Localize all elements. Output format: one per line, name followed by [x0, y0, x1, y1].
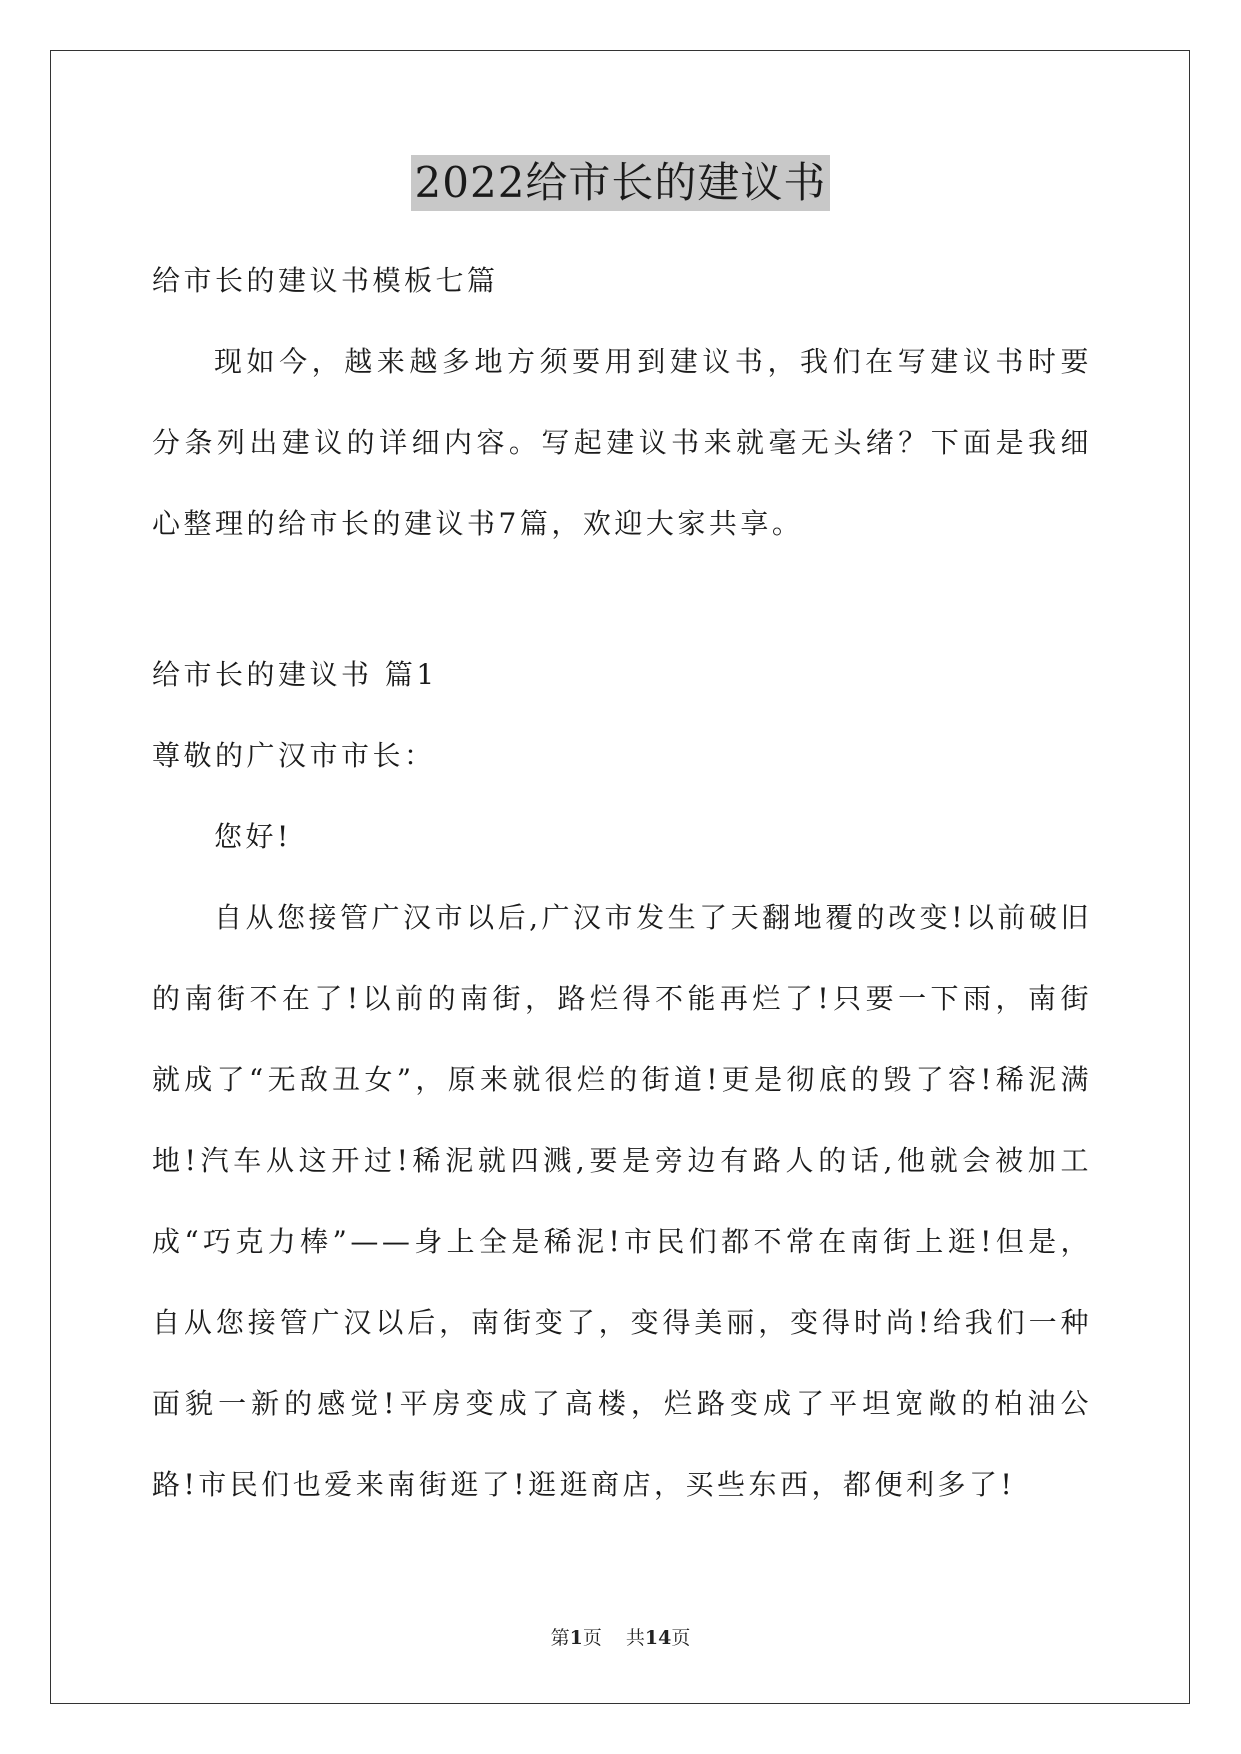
document-title — [0, 155, 1241, 211]
page-total-prefix: 共 — [625, 1627, 645, 1649]
page-total-suffix: 页 — [671, 1627, 691, 1649]
letter-body-paragraph: 自从您接管广汉市以后,广汉市发生了天翻地覆的改变!以前破旧的南街不在了!以前的南街，路烂得不能再烂了!只要一下雨，南街就成了“无敌丑女”，原来就很烂的街道!更是彻底的毁了容!稀泥满地!汽车从这开过!稀泥就四溅,要是旁边有路人的话,他就会被加工成“巧克力棒”——身上全是稀泥!市民们都不常在南街上逛!但是，自从您接管广汉以后，南街变了，变得美丽，变得时尚!给我们一种面貌一新的感觉!平房变成了高楼，烂路变成了平坦宽敞的柏油公路!市民们也爱来南街逛了!逛逛商店，买些东西，都便利多了! — [152, 901, 1092, 1501]
intro-paragraph: 现如今，越来越多地方须要用到建议书，我们在写建议书时要分条列出建议的详细内容。写起建议书来就毫无头绪？下面是我细心整理的给市长的建议书7篇，欢迎大家共享。 — [152, 345, 1092, 540]
document-subtitle: 给市长的建议书模板七篇 — [152, 264, 499, 297]
page-footer — [0, 1625, 1241, 1651]
letter-greeting: 您好! — [214, 820, 292, 853]
document-title-text: 2022给市长的建议书 — [411, 155, 831, 211]
section-heading: 给市长的建议书 篇1 — [152, 658, 438, 691]
page-number-current: 1 — [569, 1627, 583, 1649]
document-body — [152, 240, 1092, 1525]
page-total-count: 14 — [644, 1627, 672, 1649]
section-spacer — [152, 564, 1092, 634]
page-number-suffix: 页 — [582, 1627, 602, 1649]
page-number-prefix: 第 — [550, 1627, 570, 1649]
letter-salutation: 尊敬的广汉市市长： — [152, 739, 436, 772]
